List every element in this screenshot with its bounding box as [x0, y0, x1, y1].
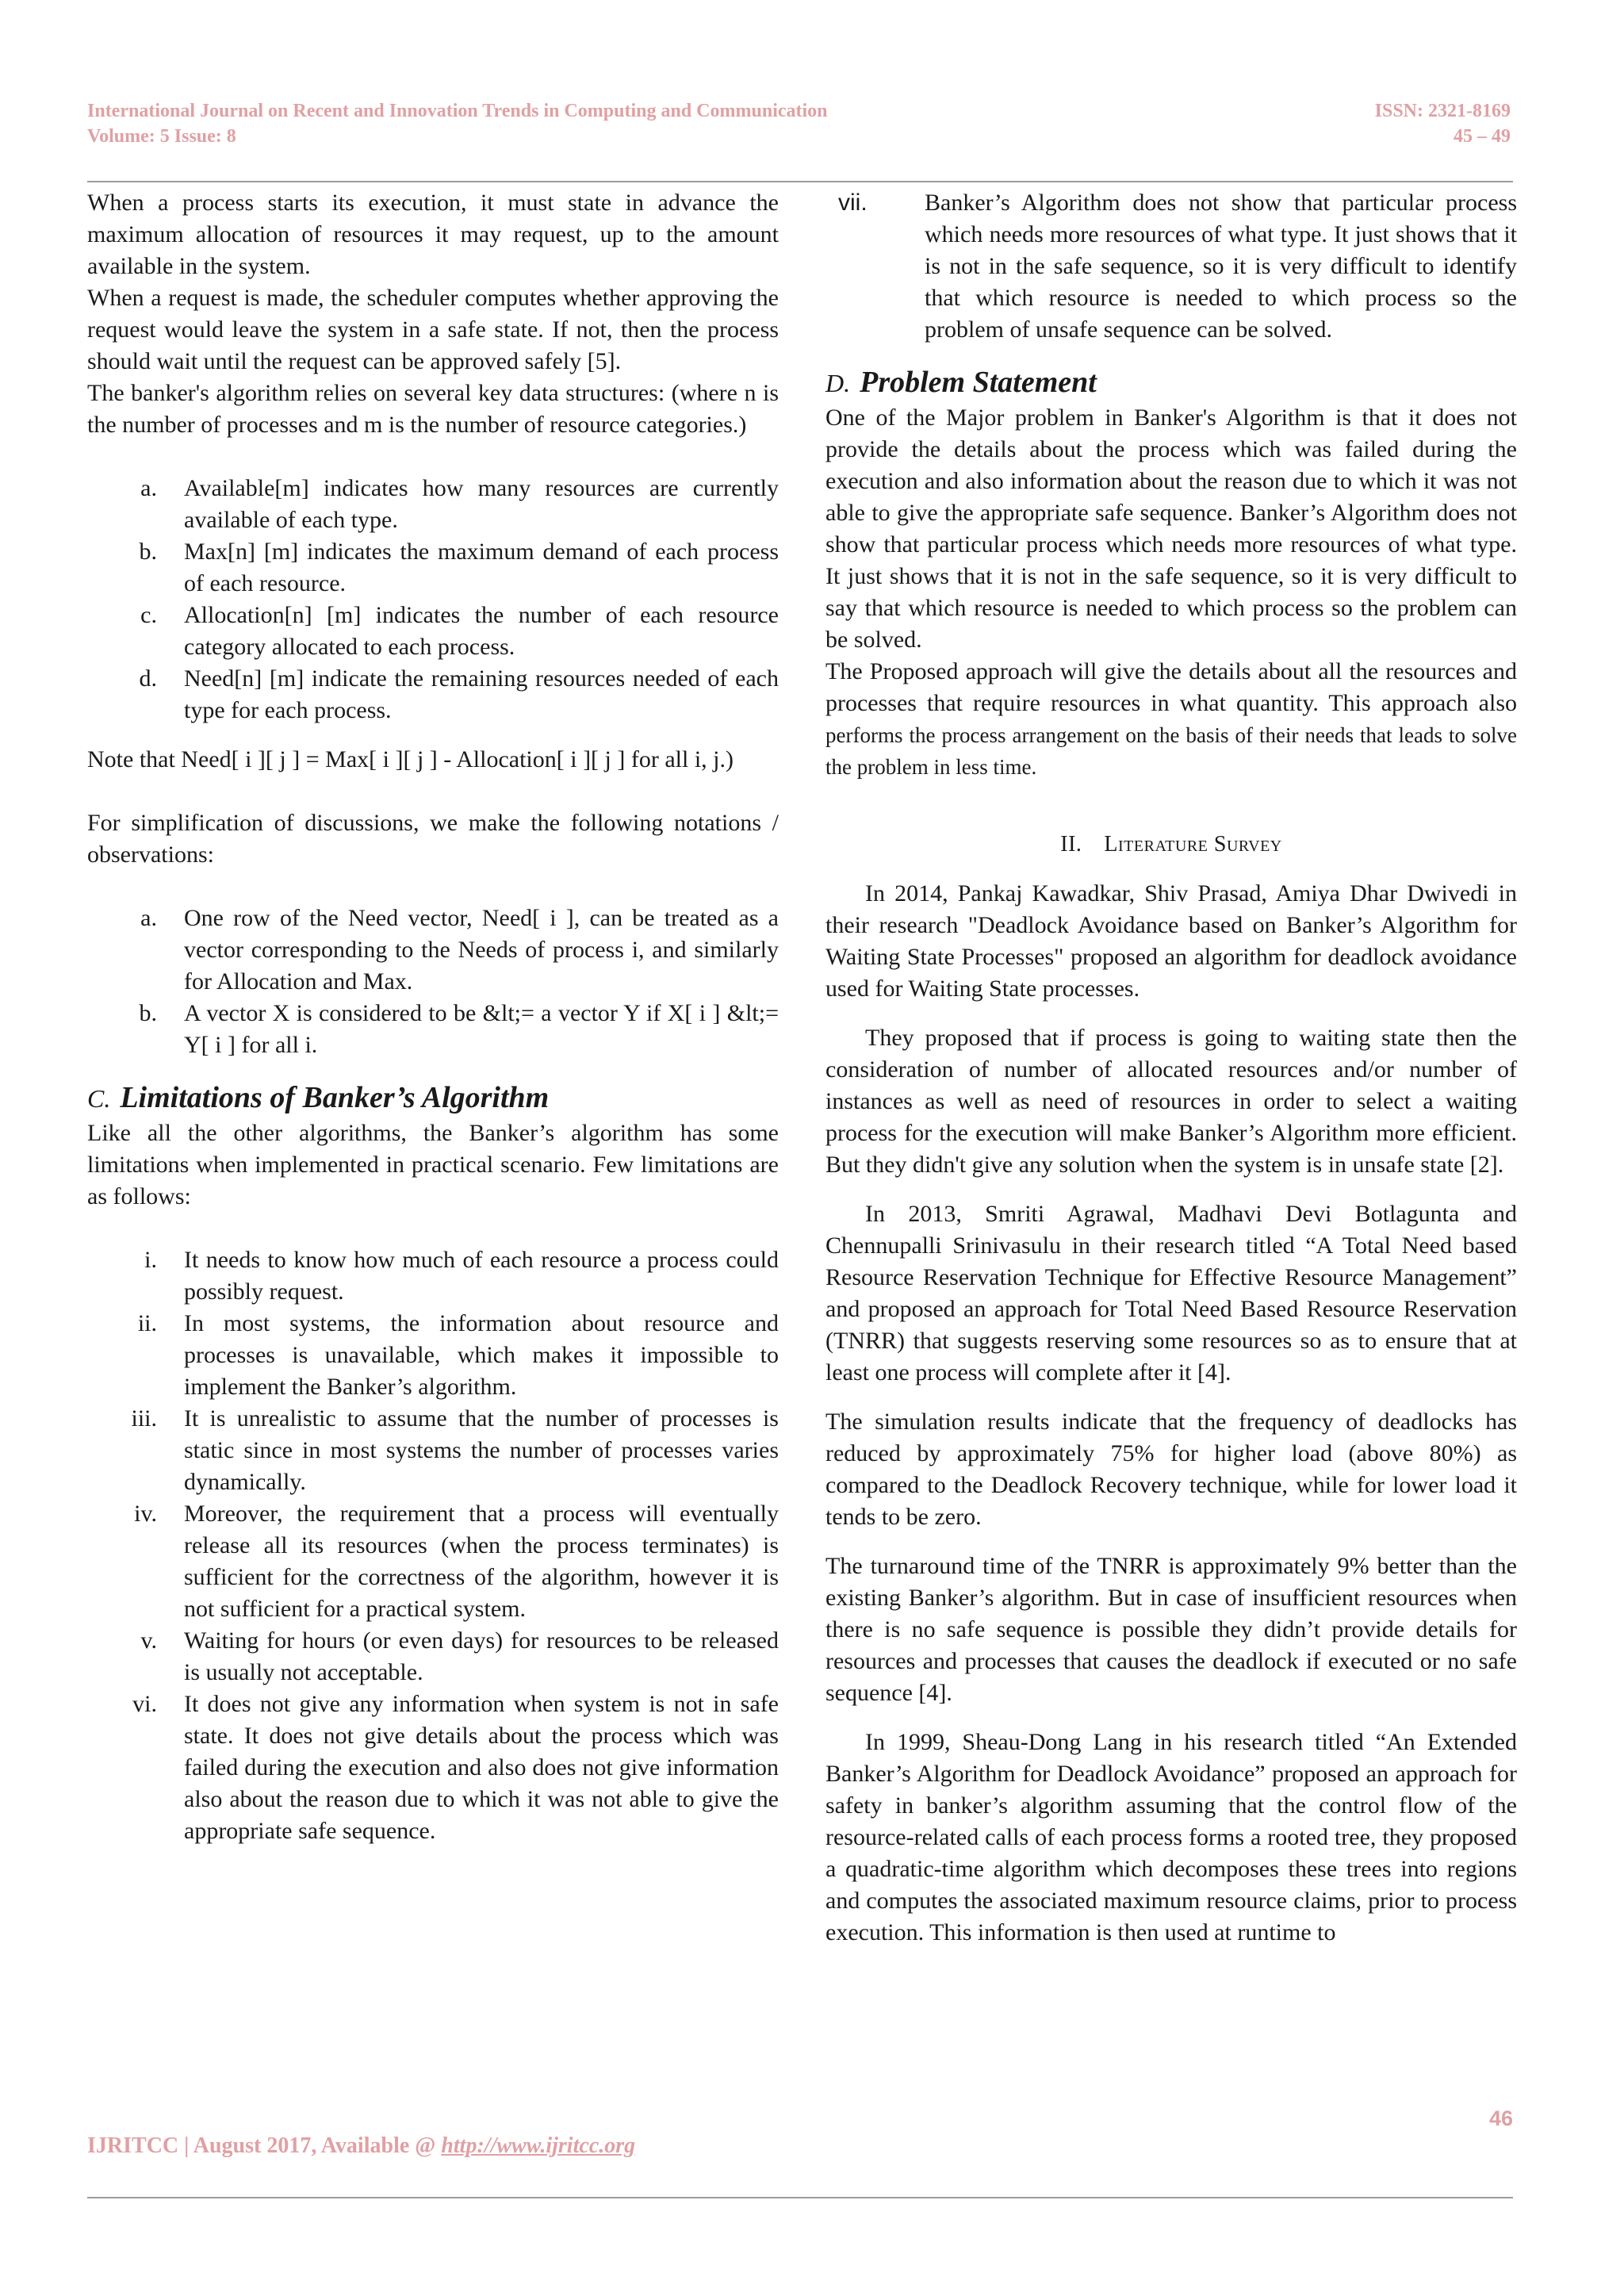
- paragraph: The simulation results indicate that the frequency of deadlocks has reduced by approximately 75% for higher load (above 80%) as compared to the Deadlock Recovery technique, while for lower load it tends to be zero.: [825, 1409, 1517, 1530]
- list-item: ii. In most systems, the information about resource and processes is unavailable, which makes it impossible to implement the Banker’s algorithm.: [137, 1310, 779, 1400]
- list-item: a. Available[m] indicates how many resources are currently available of each type.: [140, 475, 779, 533]
- list-item: v. Waiting for hours (or even days) for resources to be released is usually not acceptable.: [140, 1627, 779, 1685]
- paragraph: The turnaround time of the TNRR is approximately 9% better than the existing Banker’s algorithm. But in case of insufficient resources when there is no safe sequence is possible they didn’t provide details for resources and processes that causes the deadlock if executed or no safe sequence [4].: [825, 1553, 1517, 1706]
- paragraph: They proposed that if process is going to waiting state then the consideration of number of allocated resources and/or number of instances as well as need of resources in order to select a waiting process for the execution will make Banker’s Algorithm more efficient. But they didn't give any solution when the system is in unsafe state [2].: [825, 1025, 1517, 1178]
- list-item: iv. Moreover, the requirement that a process will eventually release all its resources (when the process terminates) is sufficient for the correctness of the algorithm, however it is not sufficient for a practical system.: [134, 1501, 779, 1622]
- footer: [87, 2133, 635, 2159]
- list-item: b. Max[n] [m] indicates the maximum demand of each process of each resource.: [139, 539, 779, 596]
- volume-issue: Volume: 5 Issue: 8: [87, 126, 236, 147]
- page-range: 45 – 49: [1454, 126, 1511, 147]
- section-heading-c: C. Limitations of Banker’s Algorithm: [87, 1081, 550, 1114]
- section-heading-d: D. Problem Statement: [825, 366, 1097, 399]
- paragraph: The banker's algorithm relies on several key data structures: (where n is the number of processes and m is the number of resource categories.): [87, 380, 779, 438]
- journal-title: International Journal on Recent and Innovation Trends in Computing and Communication: [87, 101, 828, 121]
- header-divider: [87, 181, 1513, 182]
- list-item: a. One row of the Need vector, Need[ i ], can be treated as a vector corresponding to the Needs of process i, and similarly for Allocation and Max.: [140, 905, 779, 995]
- paragraph: Like all the other algorithms, the Banker’s algorithm has some limitations when implemented in practical scenario. Few limitations are as follows:: [87, 1120, 779, 1209]
- paragraph: The Proposed approach will give the details about all the resources and processes that require resources in what quantity. This approach also performs the process arrangement on the basis of their needs that leads to solve the problem in less time.: [825, 658, 1517, 779]
- paragraph: When a request is made, the scheduler computes whether approving the request would leave the system in a safe state. If not, then the process should wait until the request can be approved safely [5].: [87, 285, 779, 374]
- paragraph: In 2014, Pankaj Kawadkar, Shiv Prasad, Amiya Dhar Dwivedi in their research "Deadlock Avoidance based on Banker’s Algorithm for Waiting State Processes" proposed an algorithm for deadlock avoidance used for Waiting State processes.: [825, 880, 1517, 1002]
- right-column: [825, 187, 1517, 1949]
- issn: ISSN: 2321-8169: [1374, 101, 1511, 121]
- paragraph: When a process starts its execution, it must state in advance the maximum allocation of resources it may request, up to the amount available in the system.: [87, 190, 779, 279]
- list-item: iii. It is unrealistic to assume that the number of processes is static since in most systems the number of processes varies dynamically.: [131, 1405, 779, 1495]
- list-item: i. It needs to know how much of each resource a process could possibly request.: [144, 1247, 779, 1305]
- observation-list: [87, 903, 779, 1061]
- note-paragraph: Note that Need[ i ][ j ] = Max[ i ][ j ] - Allocation[ i ][ j ] for all i, j.): [87, 746, 733, 772]
- running-header-right: [1375, 98, 1511, 149]
- section-heading-ii: II. Literature Survey: [1060, 832, 1282, 857]
- list-item: b. A vector X is considered to be &lt;= a vector Y if X[ i ] &lt;= Y[ i ] for all i.: [139, 1000, 779, 1058]
- footer-divider: [87, 2197, 1513, 2198]
- list-item: c. Allocation[n] [m] indicates the number of each resource category allocated to each process.: [140, 602, 779, 660]
- paragraph: In 2013, Smriti Agrawal, Madhavi Devi Botlagunta and Chennupalli Srinivasulu in their research titled “A Total Need based Resource Reservation Technique for Effective Resource Management” and proposed an approach for Total Need Based Resource Reservation (TNRR) that suggests reserving some resources so as to ensure that at least one process will complete after it [4].: [825, 1201, 1517, 1386]
- limitations-list: [87, 1244, 779, 1847]
- data-structure-list: [87, 473, 779, 726]
- list-item: vi. It does not give any information when system is not in safe state. It does not give details about the process which was failed during the execution and also does not give information also about the reason due to which it was not able to give the appropriate safe sequence.: [132, 1691, 779, 1844]
- running-header-left: [87, 98, 828, 149]
- footer-link[interactable]: http://www.ijritcc.org: [441, 2133, 636, 2158]
- page-number: 46: [1488, 2106, 1513, 2130]
- list-item: d. Need[n] [m] indicate the remaining resources needed of each type for each process.: [139, 665, 779, 723]
- paragraph: In 1999, Sheau-Dong Lang in his research titled “An Extended Banker’s Algorithm for Deadlock Avoidance” proposed an approach for safety in banker’s algorithm assuming that the control flow of the resource-related calls of each process forms a rooted tree, they proposed a quadratic-time algorithm which decomposes these trees into regions and computes the associated maximum resource claims, prior to process execution. This information is then used at runtime to: [825, 1729, 1517, 1945]
- footer-text: IJRITCC | August 2017, Available @: [87, 2133, 442, 2158]
- paragraph: One of the Major problem in Banker's Algorithm is that it does not provide the details about the process which was failed during the execution and also information about the reason due to which it was not able to give the appropriate safe sequence. Banker’s Algorithm does not show that particular process which needs more resources of what type. It just shows that it is not in the safe sequence, so it is very difficult to say that which resource is needed to which process so the problem can be solved.: [825, 404, 1517, 653]
- left-column: [87, 187, 779, 1847]
- list-item: vii. Banker’s Algorithm does not show that particular process which needs more resources of what type. It just shows that it is not in the safe sequence, so it is very difficult to identify that which resource is needed to which process so the problem of unsafe sequence can be solved.: [838, 190, 1517, 343]
- paragraph: For simplification of discussions, we make the following notations / observations:: [87, 810, 779, 868]
